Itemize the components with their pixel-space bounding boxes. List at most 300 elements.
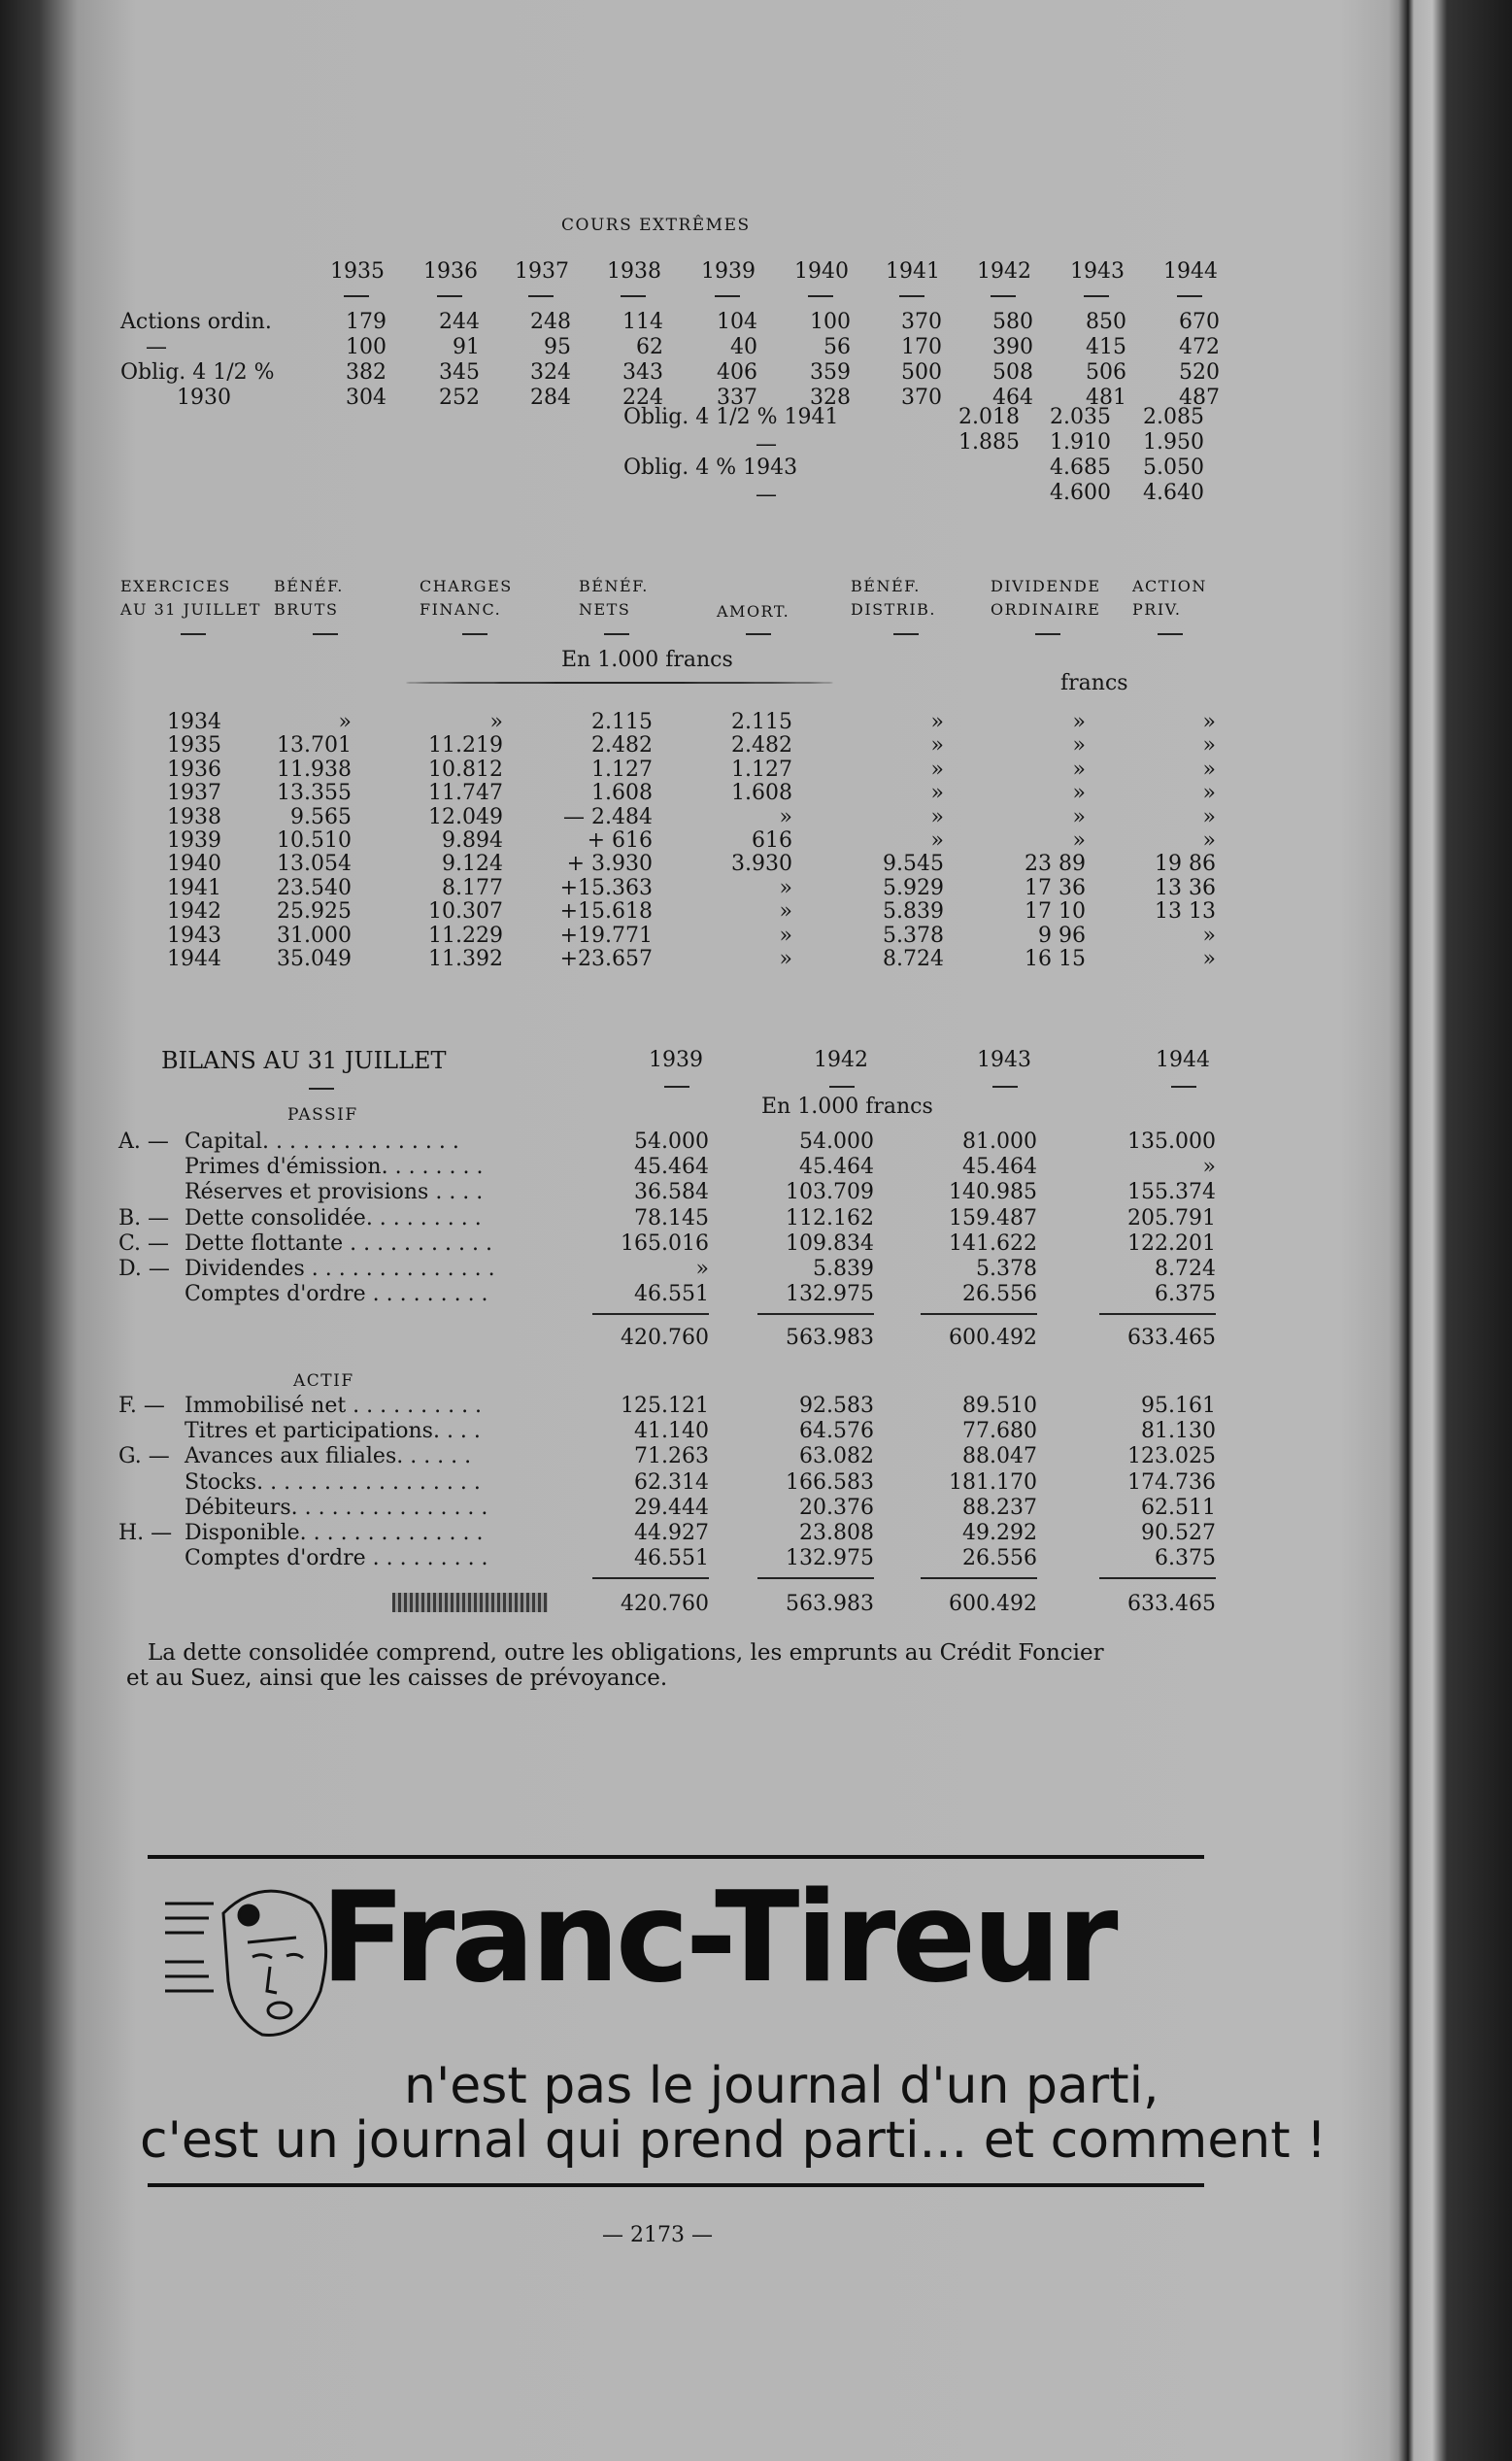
exercices-year: 1934: [167, 710, 221, 734]
row-value: 122.201: [1127, 1230, 1216, 1256]
exercices-value: 1.608: [591, 781, 653, 806]
cours-year: 1942: [977, 259, 1031, 284]
row-label: Disponible. . . . . . . . . . . . . .: [185, 1521, 484, 1545]
exercices-value: »: [779, 899, 792, 925]
cours-value: 370: [901, 386, 942, 410]
exercices-value: »: [930, 804, 944, 829]
header-dash: [893, 633, 919, 635]
row-value: 174.736: [1127, 1469, 1216, 1495]
cours-value: 304: [346, 386, 386, 410]
exercices-value: 2.115: [731, 710, 792, 734]
unit-brace: [406, 682, 833, 684]
row-value: 132.975: [786, 1546, 874, 1571]
row-value: 45.464: [799, 1155, 874, 1180]
row-value: 78.145: [634, 1205, 709, 1230]
cours-year: 1936: [423, 259, 478, 284]
cours-value: 324: [530, 360, 571, 385]
exercices-value: +15.618: [559, 899, 653, 925]
cours-row-label: 1930: [177, 386, 231, 410]
cours-year: 1944: [1163, 259, 1218, 284]
row-value: 45.464: [962, 1155, 1037, 1180]
row-label: Avances aux filiales. . . . . .: [185, 1444, 472, 1469]
row-value: 81.130: [1141, 1419, 1216, 1444]
total-value: 600.492: [949, 1326, 1037, 1350]
exercices-value: 1.127: [591, 757, 653, 782]
exercices-value: 17 10: [1025, 899, 1086, 925]
header-dash: [313, 633, 338, 635]
oblig-1943-label: Oblig. 4 % 1943: [623, 455, 798, 480]
exercices-value: »: [1202, 781, 1216, 806]
row-value: 155.374: [1127, 1180, 1216, 1205]
row-value: 5.378: [976, 1257, 1037, 1281]
exercices-header: NETS: [579, 600, 631, 619]
exercices-value: 9.565: [290, 804, 352, 829]
row-value: 29.444: [634, 1495, 709, 1520]
row-value: 88.237: [962, 1495, 1037, 1520]
cours-year: 1937: [515, 259, 569, 284]
row-value: 123.025: [1127, 1444, 1216, 1469]
exercices-header: FINANC.: [420, 600, 502, 619]
row-value: 26.556: [962, 1546, 1037, 1571]
oblig-1941-high: 2.018: [958, 405, 1020, 429]
exercices-year: 1935: [167, 733, 221, 759]
year-dash: [991, 295, 1016, 297]
row-value: 64.576: [799, 1419, 874, 1444]
row-label: Dette consolidée. . . . . . . . .: [185, 1205, 482, 1230]
row-letter: H. —: [118, 1521, 173, 1545]
exercices-year: 1940: [167, 852, 221, 877]
ad-top-rule: [148, 1855, 1204, 1859]
exercices-value: »: [1202, 710, 1216, 734]
exercices-year: 1937: [167, 781, 221, 806]
row-value: 20.376: [799, 1495, 874, 1520]
bilans-title: BILANS AU 31 JUILLET: [161, 1047, 447, 1074]
exercices-value: 11.938: [277, 757, 352, 782]
exercices-value: 12.049: [428, 804, 503, 829]
oblig-1941-low: 1.885: [958, 430, 1020, 455]
exercices-value: 11.747: [428, 781, 503, 806]
cours-value: 487: [1179, 386, 1220, 410]
cours-value: 337: [717, 386, 757, 410]
exercices-value: 13.054: [277, 852, 352, 877]
cours-value: 224: [622, 386, 663, 410]
cours-value: 179: [346, 310, 386, 334]
total-value: 600.492: [949, 1592, 1037, 1616]
cours-row-label: Oblig. 4 1/2 %: [120, 360, 275, 385]
oblig-1943-high: 4.685: [1050, 455, 1111, 480]
cours-value: 100: [346, 335, 386, 359]
header-dash: [1035, 633, 1060, 635]
cours-value: 464: [992, 386, 1033, 410]
exercices-header: ORDINAIRE: [991, 600, 1101, 619]
row-value: 88.047: [962, 1444, 1037, 1469]
total-value: 633.465: [1127, 1326, 1216, 1350]
exercices-value: »: [1072, 733, 1086, 759]
exercices-value: 13.355: [277, 781, 352, 806]
header-dash: [1158, 633, 1183, 635]
header-dash: [604, 633, 629, 635]
exercices-value: 23.540: [277, 875, 352, 900]
oblig-1941-dash: —: [756, 432, 777, 456]
row-value: 92.583: [799, 1394, 874, 1418]
row-value: 95.161: [1141, 1394, 1216, 1418]
row-value: 112.162: [786, 1205, 874, 1230]
cours-value: 40: [730, 335, 757, 359]
exercices-value: »: [1202, 828, 1216, 853]
row-label: Débiteurs. . . . . . . . . . . . . . .: [185, 1495, 488, 1520]
row-value: 165.016: [621, 1230, 709, 1256]
year-dash: [1177, 295, 1202, 297]
cours-year: 1939: [701, 259, 756, 284]
cours-value: 406: [717, 360, 757, 385]
row-value: »: [695, 1257, 709, 1281]
year-dash: [344, 295, 369, 297]
row-value: 62.314: [634, 1469, 709, 1495]
row-label: Primes d'émission. . . . . . . .: [185, 1155, 484, 1180]
exercices-value: »: [1072, 804, 1086, 829]
year-dash: [899, 295, 924, 297]
row-value: 8.724: [1155, 1257, 1216, 1281]
row-value: 5.839: [813, 1257, 874, 1281]
cours-value: 415: [1086, 335, 1126, 359]
row-label: Réserves et provisions . . . .: [185, 1180, 484, 1205]
ad-line-2: c'est un journal qui prend parti... et comment !: [140, 2111, 1327, 2170]
exercices-value: »: [1202, 733, 1216, 759]
cours-year: 1941: [886, 259, 940, 284]
total-rule: [921, 1313, 1037, 1315]
exercices-value: 2.482: [591, 733, 653, 759]
exercices-year: 1938: [167, 804, 221, 829]
exercices-value: 23 89: [1025, 852, 1086, 877]
row-value: 62.511: [1141, 1495, 1216, 1520]
row-label: Dividendes . . . . . . . . . . . . . .: [185, 1257, 495, 1281]
row-value: »: [1202, 1155, 1216, 1180]
exercices-value: +23.657: [559, 947, 653, 971]
row-value: 44.927: [634, 1521, 709, 1545]
exercices-value: 19 86: [1155, 852, 1216, 877]
row-label: Comptes d'ordre . . . . . . . . .: [185, 1282, 488, 1307]
cours-row-label: Actions ordin.: [120, 310, 272, 334]
passif-title: PASSIF: [287, 1105, 358, 1125]
year-dash: [664, 1086, 689, 1088]
row-letter: C. —: [118, 1230, 170, 1256]
exercices-value: 9 96: [1038, 923, 1086, 948]
year-dash: [992, 1086, 1018, 1088]
exercices-value: 13.701: [277, 733, 352, 759]
cours-value: 370: [901, 310, 942, 334]
row-value: 41.140: [634, 1419, 709, 1444]
exercices-header: BÉNÉF.: [274, 577, 344, 595]
row-value: 63.082: [799, 1444, 874, 1469]
cours-title: COURS EXTRÊMES: [561, 216, 751, 235]
cours-value: 670: [1179, 310, 1220, 334]
exercices-value: 10.510: [277, 828, 352, 853]
cours-value: 508: [992, 360, 1033, 385]
exercices-header: BRUTS: [274, 600, 339, 619]
cours-value: 850: [1086, 310, 1126, 334]
year-dash: [528, 295, 554, 297]
bilans-year: 1943: [977, 1048, 1031, 1072]
exercices-header: ACTION: [1132, 577, 1207, 595]
cours-year: 1943: [1070, 259, 1125, 284]
exercices-value: 3.930: [731, 852, 792, 877]
row-value: 71.263: [634, 1444, 709, 1469]
row-letter: D. —: [118, 1257, 170, 1281]
row-value: 6.375: [1155, 1546, 1216, 1571]
exercices-year: 1944: [167, 947, 221, 971]
cours-value: 114: [622, 310, 663, 334]
oblig-1941-high: 2.035: [1050, 405, 1111, 429]
cours-value: 500: [901, 360, 942, 385]
exercices-value: 16 15: [1025, 947, 1086, 971]
year-dash: [1171, 1086, 1196, 1088]
row-value: 205.791: [1127, 1205, 1216, 1230]
cours-year: 1938: [607, 259, 661, 284]
bilans-unit-note: En 1.000 francs: [761, 1095, 933, 1119]
total-value: 633.465: [1127, 1592, 1216, 1616]
exercices-value: »: [779, 923, 792, 948]
exercices-value: »: [338, 710, 352, 734]
header-dash: [746, 633, 771, 635]
exercices-value: »: [930, 757, 944, 782]
row-label: Comptes d'ordre . . . . . . . . .: [185, 1546, 488, 1571]
footnote-line-1: La dette consolidée comprend, outre les obligations, les emprunts au Crédit Foncier: [148, 1640, 1104, 1666]
footnote-line-2: et au Suez, ainsi que les caisses de prévoyance.: [126, 1666, 668, 1691]
smudge-mark: [392, 1593, 548, 1612]
cours-value: 343: [622, 360, 663, 385]
total-value: 563.983: [786, 1592, 874, 1616]
cours-value: 170: [901, 335, 942, 359]
actif-title: ACTIF: [293, 1371, 354, 1391]
ad-bottom-rule: [148, 2183, 1204, 2187]
oblig-1943-dash: —: [756, 483, 777, 507]
row-letter: B. —: [118, 1205, 170, 1230]
row-value: 159.487: [949, 1205, 1037, 1230]
cours-value: 359: [810, 360, 851, 385]
exercices-year: 1942: [167, 899, 221, 925]
row-label: Titres et participations. . . .: [185, 1419, 481, 1444]
cours-value: 100: [810, 310, 851, 334]
exercices-header: DISTRIB.: [851, 600, 936, 619]
total-value: 563.983: [786, 1326, 874, 1350]
total-value: 420.760: [621, 1592, 709, 1616]
row-value: 109.834: [786, 1230, 874, 1256]
exercices-value: 17 36: [1025, 875, 1086, 900]
exercices-value: »: [779, 804, 792, 829]
exercices-value: 2.115: [591, 710, 653, 734]
exercices-value: 8.724: [883, 947, 944, 971]
bilans-year: 1942: [814, 1048, 868, 1072]
exercices-year: 1943: [167, 923, 221, 948]
row-value: 77.680: [962, 1419, 1037, 1444]
bilans-title-dash: [309, 1088, 334, 1090]
oblig-1943-low: 4.600: [1050, 481, 1111, 505]
exercices-value: +15.363: [559, 875, 653, 900]
cours-value: 328: [810, 386, 851, 410]
cours-year: 1940: [794, 259, 849, 284]
ad-line-1: n'est pas le journal d'un parti,: [404, 2057, 1159, 2115]
cours-value: 62: [636, 335, 663, 359]
cours-value: 345: [439, 360, 480, 385]
exercices-value: »: [930, 828, 944, 853]
cours-value: 244: [439, 310, 480, 334]
row-value: 90.527: [1141, 1521, 1216, 1545]
row-label: Stocks. . . . . . . . . . . . . . . . .: [185, 1469, 481, 1495]
total-rule: [592, 1313, 709, 1315]
year-dash: [437, 295, 462, 297]
cours-value: 382: [346, 360, 386, 385]
exercices-year: 1936: [167, 757, 221, 782]
total-rule: [757, 1577, 874, 1579]
row-value: 166.583: [786, 1469, 874, 1495]
row-value: 46.551: [634, 1282, 709, 1307]
exercices-value: »: [1072, 757, 1086, 782]
exercices-value: +19.771: [559, 923, 653, 948]
exercices-value: »: [1202, 804, 1216, 829]
cours-value: 390: [992, 335, 1033, 359]
ad-title: Franc-Tireur: [320, 1866, 1115, 2010]
exercices-value: 2.482: [731, 733, 792, 759]
exercices-value: + 616: [587, 828, 653, 853]
year-dash: [621, 295, 646, 297]
exercices-value: »: [1202, 923, 1216, 948]
row-value: 135.000: [1127, 1129, 1216, 1154]
row-value: 54.000: [799, 1129, 874, 1154]
row-value: 141.622: [949, 1230, 1037, 1256]
row-label: Capital. . . . . . . . . . . . . . .: [185, 1129, 459, 1154]
exercices-value: »: [1072, 710, 1086, 734]
exercices-header: BÉNÉF.: [851, 577, 921, 595]
exercices-value: 1.127: [731, 757, 792, 782]
exercices-header: CHARGES: [420, 577, 513, 595]
oblig-1941-low: 1.910: [1050, 430, 1111, 455]
exercices-header: DIVIDENDE: [991, 577, 1101, 595]
exercices-value: 616: [752, 828, 792, 853]
total-rule: [757, 1313, 874, 1315]
total-rule: [592, 1577, 709, 1579]
exercices-value: 25.925: [277, 899, 352, 925]
exercices-value: »: [1202, 757, 1216, 782]
row-value: 89.510: [962, 1394, 1037, 1418]
page-number: — 2173 —: [602, 2223, 713, 2247]
exercices-value: 11.229: [428, 923, 503, 948]
row-value: 81.000: [962, 1129, 1037, 1154]
row-value: 49.292: [962, 1521, 1037, 1545]
exercices-value: 1.608: [731, 781, 792, 806]
row-letter: F. —: [118, 1394, 165, 1418]
bilans-year: 1939: [649, 1048, 703, 1072]
exercices-unit-note: En 1.000 francs: [561, 648, 733, 672]
exercices-value: »: [1072, 781, 1086, 806]
exercices-value: 5.839: [883, 899, 944, 925]
exercices-value: »: [489, 710, 503, 734]
exercices-header: AU 31 JUILLET: [120, 600, 261, 619]
cours-value: 481: [1086, 386, 1126, 410]
oblig-1941-high: 2.085: [1143, 405, 1204, 429]
row-value: 26.556: [962, 1282, 1037, 1307]
exercices-value: »: [1202, 947, 1216, 971]
exercices-value: 5.929: [883, 875, 944, 900]
row-value: 181.170: [949, 1469, 1037, 1495]
cours-value: 284: [530, 386, 571, 410]
exercices-value: 8.177: [442, 875, 503, 900]
year-dash: [829, 1086, 855, 1088]
exercices-value: 9.545: [883, 852, 944, 877]
exercices-value: »: [779, 947, 792, 971]
row-letter: A. —: [118, 1129, 169, 1154]
cours-value: 472: [1179, 335, 1220, 359]
row-value: 132.975: [786, 1282, 874, 1307]
row-label: Dette flottante . . . . . . . . . . .: [185, 1230, 492, 1256]
cours-value: 506: [1086, 360, 1126, 385]
oblig-1941-low: 1.950: [1143, 430, 1204, 455]
cours-value: 520: [1179, 360, 1220, 385]
total-rule: [1099, 1313, 1216, 1315]
exercices-value: — 2.484: [563, 804, 653, 829]
row-value: 54.000: [634, 1129, 709, 1154]
cours-value: 104: [717, 310, 757, 334]
row-value: 45.464: [634, 1155, 709, 1180]
exercices-header: PRIV.: [1132, 600, 1182, 619]
exercices-value: »: [930, 733, 944, 759]
year-dash: [1084, 295, 1109, 297]
total-rule: [921, 1577, 1037, 1579]
exercices-year: 1939: [167, 828, 221, 853]
exercices-value: »: [1072, 828, 1086, 853]
exercices-unit-note-francs: francs: [1060, 671, 1128, 695]
row-value: 23.808: [799, 1521, 874, 1545]
cours-value: 580: [992, 310, 1033, 334]
exercices-header: EXERCICES: [120, 577, 231, 595]
row-value: 103.709: [786, 1180, 874, 1205]
oblig-1943-high: 5.050: [1143, 455, 1204, 480]
cours-year: 1935: [330, 259, 385, 284]
exercices-value: 10.307: [428, 899, 503, 925]
cours-value: 56: [823, 335, 851, 359]
oblig-1943-low: 4.640: [1143, 481, 1204, 505]
cours-row-label: —: [146, 335, 167, 359]
row-value: 46.551: [634, 1546, 709, 1571]
exercices-value: 11.219: [428, 733, 503, 759]
cours-value: 91: [453, 335, 480, 359]
year-dash: [808, 295, 833, 297]
exercices-value: 13 13: [1155, 899, 1216, 925]
cours-value: 95: [544, 335, 571, 359]
row-value: 140.985: [949, 1180, 1037, 1205]
cours-value: 248: [530, 310, 571, 334]
exercices-value: 35.049: [277, 947, 352, 971]
total-rule: [1099, 1577, 1216, 1579]
exercices-value: »: [930, 781, 944, 806]
exercices-value: + 3.930: [566, 852, 653, 877]
exercices-value: »: [779, 875, 792, 900]
row-value: 36.584: [634, 1180, 709, 1205]
exercices-value: »: [930, 710, 944, 734]
oblig-1941-label: Oblig. 4 1/2 % 1941: [623, 405, 839, 429]
year-dash: [715, 295, 740, 297]
header-dash: [181, 633, 206, 635]
row-value: 125.121: [621, 1394, 709, 1418]
row-letter: G. —: [118, 1444, 170, 1469]
exercices-value: 11.392: [428, 947, 503, 971]
exercices-header: AMORT.: [717, 602, 790, 621]
bilans-year: 1944: [1156, 1048, 1210, 1072]
row-label: Immobilisé net . . . . . . . . . .: [185, 1394, 483, 1418]
row-value: 6.375: [1155, 1282, 1216, 1307]
exercices-value: 9.894: [442, 828, 503, 853]
exercices-value: 10.812: [428, 757, 503, 782]
exercices-value: 31.000: [277, 923, 352, 948]
